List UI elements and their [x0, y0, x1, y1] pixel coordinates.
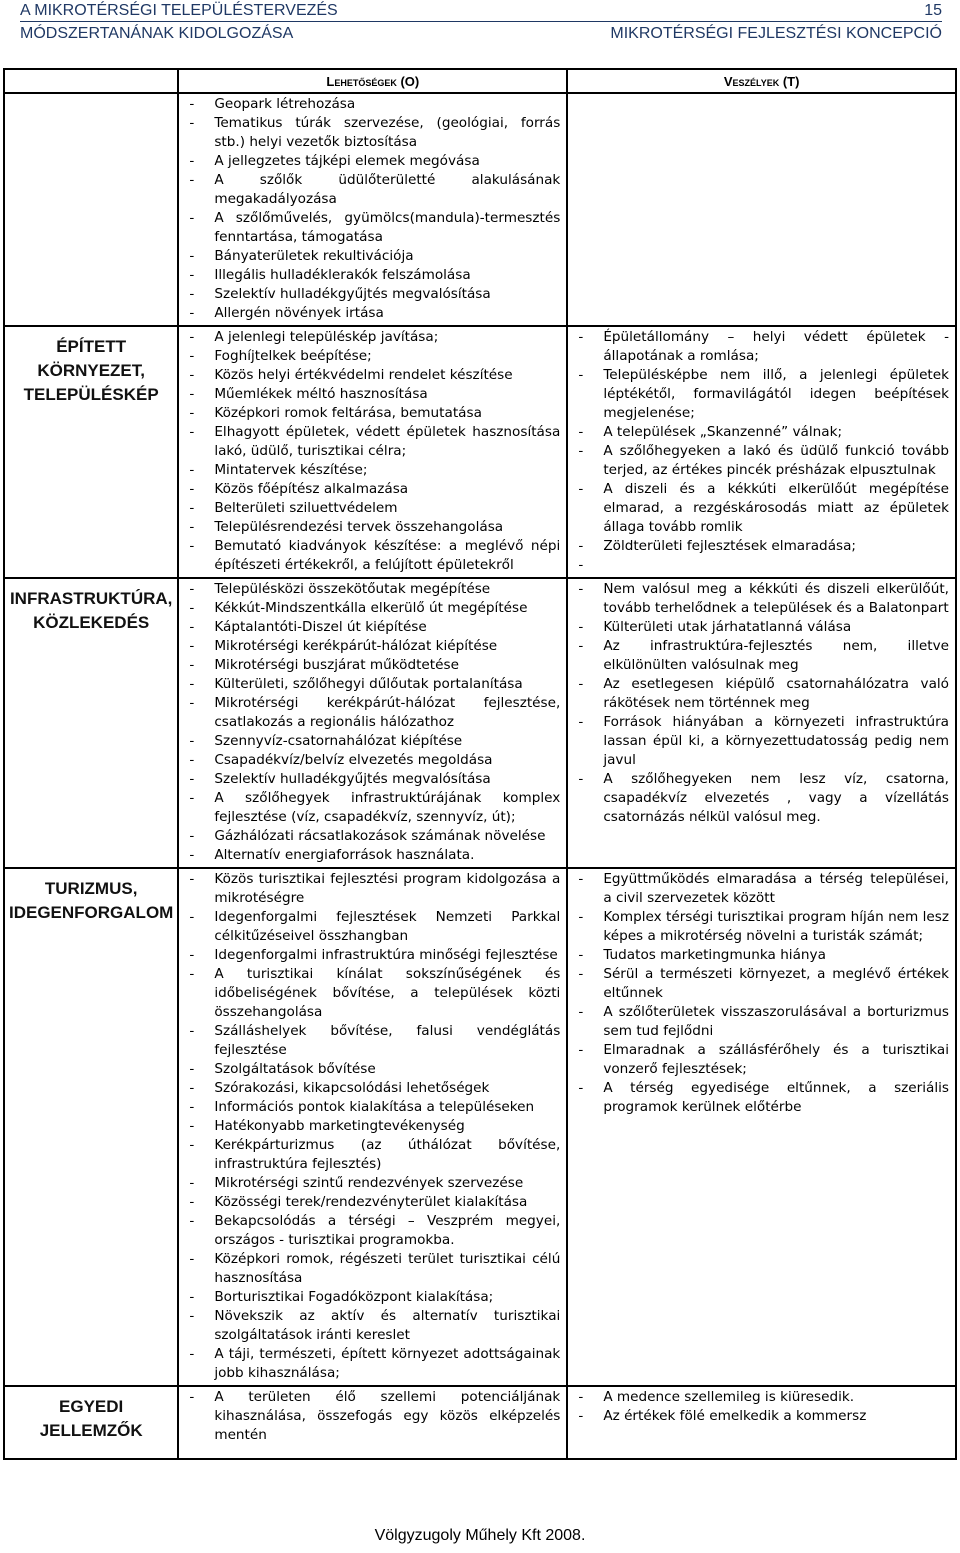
table-row	[4, 326, 956, 578]
threats-list	[574, 580, 949, 827]
category-cell: INFRASTRUKTÚRA, KÖZLEKEDÉS	[4, 578, 178, 868]
list-item: - Mikrotérségi kerékpárút-hálózat fejlesztése, csatlakozás a regionális hálózathoz	[185, 694, 560, 732]
list-item: - Bányaterületek rekultivációja	[185, 247, 560, 266]
list-item: - Együttműködés elmaradása a térség települései, a civil szervezetek között	[574, 870, 949, 908]
list-item: - Nem valósul meg a kékkúti és diszeli elkerülőút, tovább terhelődnek a települések és a Balatonpart	[574, 580, 949, 618]
threats-cell	[567, 1386, 956, 1459]
list-item: - Középkori romok feltárása, bemutatása	[185, 404, 560, 423]
list-item: - A szőlőhegyek infrastruktúrájának komplex fejlesztése (víz, csapadékvíz, szennyvíz, út);	[185, 789, 560, 827]
header-title-row	[20, 1, 942, 21]
opportunities-cell	[178, 326, 567, 578]
list-item: - A turisztikai kínálat sokszínűségének és időbeliségének bővítése, a települések közti összehangolása	[185, 965, 560, 1022]
list-item: - Közösségi terek/rendezvényterület kialakítása	[185, 1193, 560, 1212]
list-item: - Káptalantóti-Diszel út kiépítése	[185, 618, 560, 637]
document-subtitle: MÓDSZERTANÁNAK KIDOLGOZÁSA	[20, 25, 294, 42]
list-item: - Tematikus túrák szervezése, (geológiai, forrás stb.) helyi vezetők biztosítása	[185, 114, 560, 152]
table-row	[4, 93, 956, 326]
list-item: - A szőlőterületek visszaszorulásával a borturizmus sem tud fejlődni	[574, 1003, 949, 1041]
category-cell: ÉPÍTETT KÖRNYEZET, TELEPÜLÉSKÉP	[4, 326, 178, 578]
page-header	[0, 0, 960, 46]
list-item: - Hatékonyabb marketingtevékenység	[185, 1117, 560, 1136]
list-item: - Kerékpárturizmus (az úthálózat bővítése, infrastruktúra fejlesztés)	[185, 1136, 560, 1174]
threats-list	[574, 328, 949, 556]
category-cell: TURIZMUS, IDEGENFORGALOM	[4, 868, 178, 1386]
header-empty-cell	[4, 69, 178, 93]
list-item: - Bemutató kiadványok készítése: a meglévő népi építészeti értékekről, a felújított épületekről	[185, 537, 560, 575]
list-item: - Információs pontok kialakítása a településeken	[185, 1098, 560, 1117]
list-item: - Bekapcsolódás a térségi – Veszprém megyei, országos - turisztikai programokba.	[185, 1212, 560, 1250]
list-item: - Településközi összekötőutak megépítése	[185, 580, 560, 599]
list-item: - A táji, természeti, épített környezet adottságainak jobb kihasználása;	[185, 1345, 560, 1383]
list-item: - A jelenlegi településkép javítása;	[185, 328, 560, 347]
list-item: - Közös főépítész alkalmazása	[185, 480, 560, 499]
opportunities-list	[185, 95, 560, 323]
list-item: - Műemlékek méltó hasznosítása	[185, 385, 560, 404]
list-item: - Szolgáltatások bővítése	[185, 1060, 560, 1079]
list-item: - Külterületi utak járhatatlanná válása	[574, 618, 949, 637]
list-item: - Borturisztikai Fogadóközpont kialakítása;	[185, 1288, 560, 1307]
threats-cell	[567, 93, 956, 326]
list-item: - A térség egyedisége eltűnnek, a szeriális programok kerülnek előtérbe	[574, 1079, 949, 1117]
category-cell	[4, 93, 178, 326]
list-item: - A szőlők üdülőterületté alakulásának megakadályozása	[185, 171, 560, 209]
list-item: - Külterületi, szőlőhegyi dűlőutak portalanítása	[185, 675, 560, 694]
header-divider	[20, 21, 942, 22]
opportunities-cell	[178, 868, 567, 1386]
opportunities-list	[185, 1388, 560, 1445]
list-item: - Zöldterületi fejlesztések elmaradása;	[574, 537, 949, 556]
list-item: - Mintatervek készítése;	[185, 461, 560, 480]
opportunities-list	[185, 870, 560, 1383]
list-item: - A szőlőhegyeken a lakó és üdülő funkció tovább terjed, az értékes pincék présházak elpusztulnak	[574, 442, 949, 480]
list-item: - Belterületi sziluettvédelem	[185, 499, 560, 518]
list-item: - Mikrotérségi buszjárat működtetése	[185, 656, 560, 675]
list-item: - Épületállomány – helyi védett épületek - állapotának a romlása;	[574, 328, 949, 366]
opportunities-cell	[178, 578, 567, 868]
opportunities-cell	[178, 93, 567, 326]
swot-table	[3, 68, 957, 1460]
list-item: - A szőlőművelés, gyümölcs(mandula)-termesztés fenntartása, támogatása	[185, 209, 560, 247]
list-item: - Az esetlegesen kiépülő csatornahálózatra való rákötések nem történnek meg	[574, 675, 949, 713]
list-item: - Illegális hulladéklerakók felszámolása	[185, 266, 560, 285]
list-item: - Elhagyott épületek, védett épületek hasznosítása lakó, üdülő, turisztikai célra;	[185, 423, 560, 461]
list-item: - Kékkút-Mindszentkálla elkerülő út megépítése	[185, 599, 560, 618]
list-item: - Alternatív energiaforrások használata.	[185, 846, 560, 865]
opportunities-list	[185, 328, 560, 575]
threats-cell	[567, 578, 956, 868]
list-item: - Források hiányában a környezeti infrastruktúra lassan épül ki, a környezettudatosság pedig nem javul	[574, 713, 949, 770]
list-item: - Komplex térségi turisztikai program híján nem lesz képes a mikrotérség növelni a turisták számát;	[574, 908, 949, 946]
table-header-row	[4, 69, 956, 93]
list-item: - Szennyvíz-csatornahálózat kiépítése	[185, 732, 560, 751]
list-item: - Foghíjtelkek beépítése;	[185, 347, 560, 366]
opportunities-cell	[178, 1386, 567, 1459]
list-item: - A medence szellemileg is kiüresedik.	[574, 1388, 949, 1407]
swot-table-body	[4, 93, 956, 1459]
list-item: - Mikrotérségi kerékpárút-hálózat kiépítése	[185, 637, 560, 656]
threats-list	[574, 1388, 949, 1426]
column-header-opportunities: Lehetőségek (O)	[178, 69, 567, 93]
list-item: - Elmaradnak a szállásférőhely és a turisztikai vonzerő fejlesztések;	[574, 1041, 949, 1079]
document-title: A MIKROTÉRSÉGI TELEPÜLÉSTERVEZÉS	[20, 2, 338, 19]
list-item: - Közös helyi értékvédelmi rendelet készítése	[185, 366, 560, 385]
column-header-threats: Veszélyek (T)	[567, 69, 956, 93]
list-item: - Szelektív hulladékgyűjtés megvalósítása	[185, 285, 560, 304]
list-item: - Közös turisztikai fejlesztési program kidolgozása a mikrotéségre	[185, 870, 560, 908]
table-row	[4, 868, 956, 1386]
list-item: - Tudatos marketingmunka hiánya	[574, 946, 949, 965]
section-title: MIKROTÉRSÉGI FEJLESZTÉSI KONCEPCIÓ	[610, 25, 942, 42]
page-number: 15	[924, 2, 942, 19]
table-row	[4, 1386, 956, 1459]
list-item: - Növekszik az aktív és alternatív turisztikai szolgáltatások iránti kereslet	[185, 1307, 560, 1345]
list-item: - A területen élő szellemi potenciáljának kihasználása, összefogás egy közös elképzelés mentén	[185, 1388, 560, 1445]
threats-cell	[567, 868, 956, 1386]
list-item: - A jellegzetes tájképi elemek megóvása	[185, 152, 560, 171]
list-item: - Szelektív hulladékgyűjtés megvalósítása	[185, 770, 560, 789]
list-item: - Településképbe nem illő, a jelenlegi épületek léptékétől, formavilágától idegen beépítések megjelenése;	[574, 366, 949, 423]
list-item: - Geopark létrehozása	[185, 95, 560, 114]
list-item: - Idegenforgalmi infrastruktúra minőségi fejlesztése	[185, 946, 560, 965]
list-item: - Sérül a természeti környezet, a meglévő értékek eltűnnek	[574, 965, 949, 1003]
threats-list	[574, 870, 949, 1117]
list-item: - Településrendezési tervek összehangolása	[185, 518, 560, 537]
list-item: - Mikrotérségi szintű rendezvények szervezése	[185, 1174, 560, 1193]
list-item: - A települések „Skanzenné” válnak;	[574, 423, 949, 442]
list-item: - Idegenforgalmi fejlesztések Nemzeti Parkkal célkitűzéseivel összhangban	[185, 908, 560, 946]
list-item: - Szálláshelyek bővítése, falusi vendéglátás fejlesztése	[185, 1022, 560, 1060]
header-subtitle-row	[20, 24, 942, 44]
table-row	[4, 578, 956, 868]
page-footer: Völgyzugoly Műhely Kft 2008.	[374, 1527, 586, 1544]
list-item: - Gázhálózati rácsatlakozások számának növelése	[185, 827, 560, 846]
list-item: - A diszeli és a kékkúti elkerülőút megépítése elmarad, a rezgéskárosodás miatt az épületek állaga tovább romlik	[574, 480, 949, 537]
list-item: - Allergén növények irtása	[185, 304, 560, 323]
category-cell: EGYEDI JELLEMZŐK	[4, 1386, 178, 1459]
list-item: - Szórakozási, kikapcsolódási lehetőségek	[185, 1079, 560, 1098]
list-item: - Az infrastruktúra-fejlesztés nem, illetve elkülönülten valósulnak meg	[574, 637, 949, 675]
list-item: - A szőlőhegyeken nem lesz víz, csatorna, csapadékvíz elvezetés , vagy a vízellátás csatornázás nélkül valósul meg.	[574, 770, 949, 827]
threats-cell	[567, 326, 956, 578]
list-item: - Csapadékvíz/belvíz elvezetés megoldása	[185, 751, 560, 770]
opportunities-list	[185, 580, 560, 865]
list-item: - Az értékek fölé emelkedik a kommersz	[574, 1407, 949, 1426]
list-item: - Középkori romok, régészeti terület turisztikai célú hasznosítása	[185, 1250, 560, 1288]
